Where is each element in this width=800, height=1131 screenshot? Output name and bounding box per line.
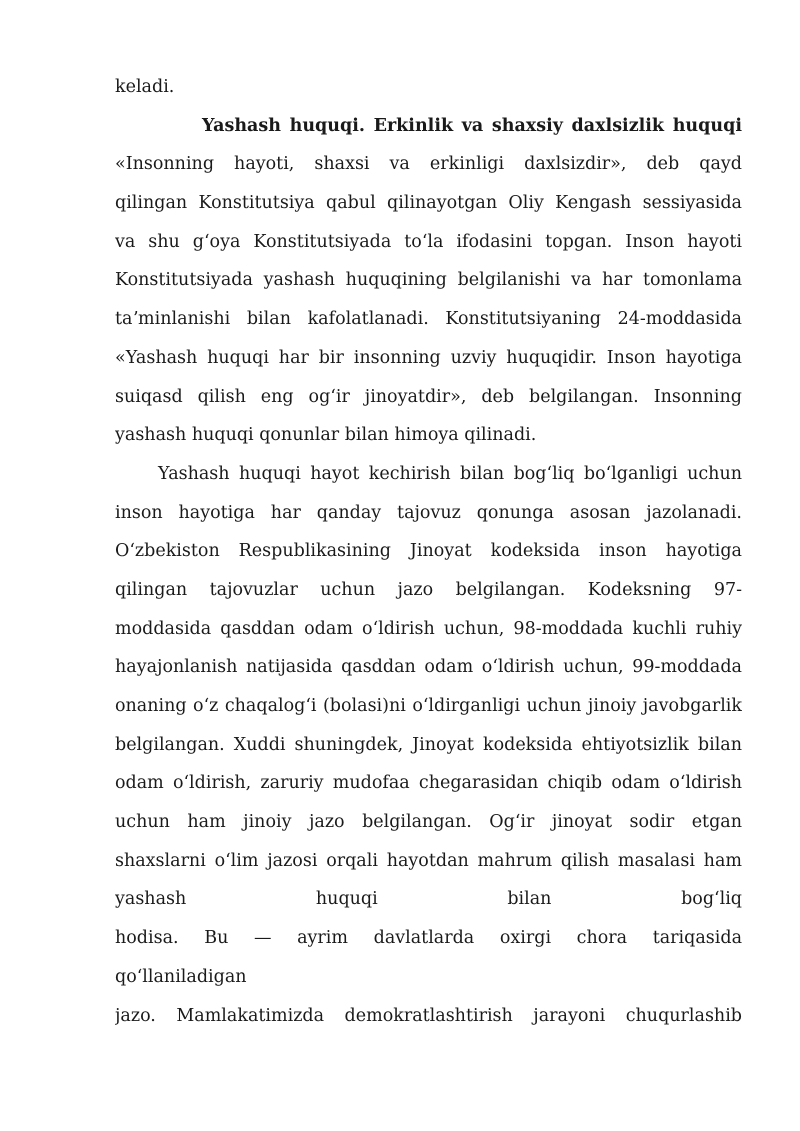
section-heading: Yashash huquqi. Erkinlik va shaxsiy daxlsizlik huquqi xyxy=(202,115,742,136)
text-line: «Yashash huquqi har bir insonning uzviy huquqidir. Inson hayotiga xyxy=(115,347,742,368)
document-page xyxy=(115,68,742,1035)
text-line: shaxslarni oʻlim jazosi orqali hayotdan mahrum qilish masalasi ham xyxy=(115,850,742,871)
text-line: hayajonlanish natijasida qasddan odam oʻldirish uchun, 99-moddada xyxy=(115,657,742,678)
paragraph-first-line: Yashash huquqi hayot kechirish bilan bogʻliq boʻlganligi uchun xyxy=(158,463,742,484)
text-line: belgilangan. Xuddi shuningdek, Jinoyat kodeksida ehtiyotsizlik bilan xyxy=(115,734,742,755)
text-line: moddasida qasddan odam oʻldirish uchun, 98-moddada kuchli ruhiy xyxy=(115,618,742,639)
text-line: qilingan Konstitutsiya qabul qilinayotgan Oliy Kengash sessiyasida xyxy=(115,193,742,214)
text-line: taʼminlanishi bilan kafolatlanadi. Konstitutsiyaning 24-moddasida xyxy=(115,309,742,330)
text-line: yashash huquqi qonunlar bilan himoya qilinadi. xyxy=(115,425,537,446)
text-line: uchun ham jinoiy jazo belgilangan. Ogʻir jinoyat sodir etgan xyxy=(115,812,742,833)
text-line: qoʻllaniladigan xyxy=(115,966,247,987)
text-line: onaning oʻz chaqalogʻi (bolasi)ni oʻldirganligi uchun jinoiy javobgarlik xyxy=(115,696,742,716)
text-line: jazo. Mamlakatimizda demokratlashtirish jarayoni chuqurlashib xyxy=(115,1005,742,1026)
text-line: inson hayotiga har qanday tajovuz qonunga asosan jazolanadi. xyxy=(115,502,742,523)
text-line: Oʻzbekiston Respublikasining Jinoyat kodeksida inson hayotiga xyxy=(115,541,742,562)
text-line: qilingan tajovuzlar uchun jazo belgilangan. Kodeksning 97- xyxy=(115,579,742,600)
text-line: Konstitutsiyada yashash huquqining belgilanishi va har tomonlama xyxy=(115,270,742,291)
text-line: «Insonning hayoti, shaxsi va erkinligi daxlsizdir», deb qayd xyxy=(115,154,742,175)
text-line: odam oʻldirish, zaruriy mudofaa chegarasidan chiqib odam oʻldirish xyxy=(115,773,742,794)
text-line: va shu gʻoya Konstitutsiyada toʻla ifodasini topgan. Inson hayoti xyxy=(115,231,742,252)
text-line: suiqasd qilish eng ogʻir jinoyatdir», deb belgilangan. Insonning xyxy=(115,386,742,407)
text-line: keladi. xyxy=(115,77,175,97)
text-line: yashash huquqi bilan bogʻliq xyxy=(115,889,742,910)
text-line: hodisa. Bu — ayrim davlatlarda oxirgi chora tariqasida xyxy=(115,928,742,949)
